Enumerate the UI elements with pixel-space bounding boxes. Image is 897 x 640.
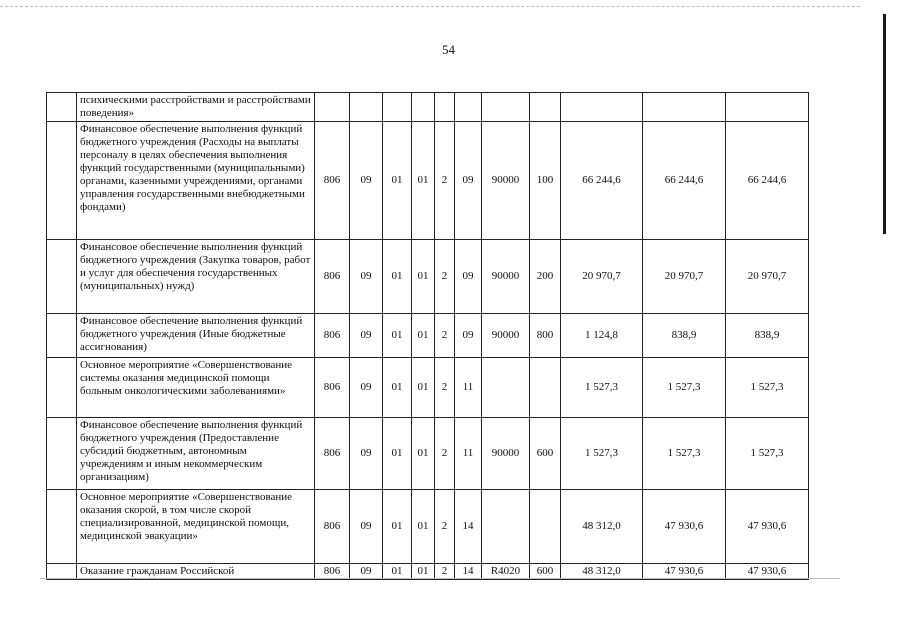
budget-table-body [47, 93, 809, 580]
table-row [47, 314, 809, 358]
table-row [47, 93, 809, 122]
subsection-cell [383, 93, 412, 122]
row-name-cell: Основное мероприятие «Совершенствование системы оказания медицинской помощи больным онкологическими заболеваниями» [77, 358, 315, 418]
target-code-cell-3: 14 [455, 564, 482, 580]
amount-year-2-cell: 47 930,6 [643, 564, 726, 580]
ved-cell: 806 [315, 122, 350, 240]
expense-type-cell: 600 [530, 564, 561, 580]
subsection-cell: 01 [383, 314, 412, 358]
target-code-cell-4: 90000 [482, 418, 530, 490]
amount-year-2-cell: 1 527,3 [643, 418, 726, 490]
target-code-cell-4: 90000 [482, 314, 530, 358]
row-name-cell: Финансовое обеспечение выполнения функций бюджетного учреждения (Иные бюджетные ассигнования) [77, 314, 315, 358]
row-name-cell: Финансовое обеспечение выполнения функций бюджетного учреждения (Расходы на выплаты персоналу в целях обеспечения выполнения функций государственными (муниципальными) органами, казенными учреждениями, органами управления государственными внебюджетными фондами) [77, 122, 315, 240]
amount-year-2-cell: 47 930,6 [643, 490, 726, 564]
ved-cell: 806 [315, 358, 350, 418]
target-code-cell-1: 01 [412, 314, 435, 358]
amount-year-3-cell: 47 930,6 [726, 490, 809, 564]
row-number-cell [47, 314, 77, 358]
expense-type-cell: 100 [530, 122, 561, 240]
scan-artifact-bottom-line [40, 578, 840, 579]
target-code-cell-1 [412, 93, 435, 122]
table-row [47, 240, 809, 314]
target-code-cell-3: 11 [455, 358, 482, 418]
target-code-cell-2: 2 [435, 564, 455, 580]
amount-year-3-cell: 66 244,6 [726, 122, 809, 240]
target-code-cell-4 [482, 490, 530, 564]
target-code-cell-1: 01 [412, 122, 435, 240]
target-code-cell-1: 01 [412, 490, 435, 564]
expense-type-cell: 600 [530, 418, 561, 490]
target-code-cell-2: 2 [435, 240, 455, 314]
target-code-cell-1: 01 [412, 240, 435, 314]
section-cell: 09 [350, 314, 383, 358]
row-name-cell: Основное мероприятие «Совершенствование оказания скорой, в том числе скорой специализированной, медицинской помощи, медицинской эвакуации» [77, 490, 315, 564]
row-name-cell: Финансовое обеспечение выполнения функций бюджетного учреждения (Предоставление субсидий бюджетным, автономным учреждениям и иным некоммерческим организациям) [77, 418, 315, 490]
ved-cell: 806 [315, 240, 350, 314]
section-cell: 09 [350, 122, 383, 240]
table-row [47, 418, 809, 490]
ved-cell: 806 [315, 490, 350, 564]
row-number-cell [47, 122, 77, 240]
target-code-cell-4 [482, 93, 530, 122]
row-number-cell [47, 490, 77, 564]
target-code-cell-3 [455, 93, 482, 122]
target-code-cell-3: 14 [455, 490, 482, 564]
row-number-cell [47, 418, 77, 490]
target-code-cell-3: 09 [455, 240, 482, 314]
page-number: 54 [442, 42, 455, 57]
amount-year-1-cell: 48 312,0 [561, 490, 643, 564]
subsection-cell: 01 [383, 122, 412, 240]
row-number-cell [47, 240, 77, 314]
subsection-cell: 01 [383, 564, 412, 580]
section-cell: 09 [350, 564, 383, 580]
target-code-cell-4: R4020 [482, 564, 530, 580]
target-code-cell-3: 09 [455, 314, 482, 358]
target-code-cell-4: 90000 [482, 122, 530, 240]
target-code-cell-2: 2 [435, 418, 455, 490]
row-name-cell: психическими расстройствами и расстройствами поведения» [77, 93, 315, 122]
target-code-cell-2: 2 [435, 358, 455, 418]
amount-year-3-cell: 20 970,7 [726, 240, 809, 314]
ved-cell: 806 [315, 564, 350, 580]
table-row [47, 358, 809, 418]
target-code-cell-4: 90000 [482, 240, 530, 314]
amount-year-1-cell: 48 312,0 [561, 564, 643, 580]
row-number-cell [47, 93, 77, 122]
expense-type-cell: 800 [530, 314, 561, 358]
target-code-cell-3: 11 [455, 418, 482, 490]
subsection-cell: 01 [383, 418, 412, 490]
section-cell: 09 [350, 418, 383, 490]
amount-year-3-cell [726, 93, 809, 122]
section-cell [350, 93, 383, 122]
target-code-cell-2: 2 [435, 122, 455, 240]
ved-cell: 806 [315, 418, 350, 490]
amount-year-2-cell: 20 970,7 [643, 240, 726, 314]
amount-year-1-cell: 66 244,6 [561, 122, 643, 240]
subsection-cell: 01 [383, 490, 412, 564]
amount-year-1-cell: 1 527,3 [561, 358, 643, 418]
budget-table [46, 92, 809, 580]
target-code-cell-3: 09 [455, 122, 482, 240]
amount-year-2-cell: 66 244,6 [643, 122, 726, 240]
section-cell: 09 [350, 358, 383, 418]
target-code-cell-2 [435, 93, 455, 122]
section-cell: 09 [350, 490, 383, 564]
table-row [47, 490, 809, 564]
target-code-cell-2: 2 [435, 314, 455, 358]
target-code-cell-2: 2 [435, 490, 455, 564]
scan-artifact-top-line [0, 6, 860, 7]
ved-cell [315, 93, 350, 122]
target-code-cell-4 [482, 358, 530, 418]
ved-cell: 806 [315, 314, 350, 358]
target-code-cell-1: 01 [412, 418, 435, 490]
amount-year-3-cell: 838,9 [726, 314, 809, 358]
amount-year-3-cell: 1 527,3 [726, 418, 809, 490]
amount-year-2-cell: 838,9 [643, 314, 726, 358]
amount-year-1-cell: 1 527,3 [561, 418, 643, 490]
target-code-cell-1: 01 [412, 564, 435, 580]
amount-year-2-cell: 1 527,3 [643, 358, 726, 418]
row-number-cell [47, 358, 77, 418]
amount-year-1-cell: 1 124,8 [561, 314, 643, 358]
row-name-cell: Финансовое обеспечение выполнения функций бюджетного учреждения (Закупка товаров, работ и услуг для обеспечения государственных (муниципальных) нужд) [77, 240, 315, 314]
amount-year-2-cell [643, 93, 726, 122]
table-row [47, 122, 809, 240]
row-name-cell: Оказание гражданам Российской [77, 564, 315, 580]
amount-year-1-cell: 20 970,7 [561, 240, 643, 314]
subsection-cell: 01 [383, 240, 412, 314]
expense-type-cell [530, 93, 561, 122]
expense-type-cell [530, 490, 561, 564]
section-cell: 09 [350, 240, 383, 314]
expense-type-cell: 200 [530, 240, 561, 314]
subsection-cell: 01 [383, 358, 412, 418]
amount-year-3-cell: 47 930,6 [726, 564, 809, 580]
amount-year-1-cell [561, 93, 643, 122]
amount-year-3-cell: 1 527,3 [726, 358, 809, 418]
expense-type-cell [530, 358, 561, 418]
target-code-cell-1: 01 [412, 358, 435, 418]
